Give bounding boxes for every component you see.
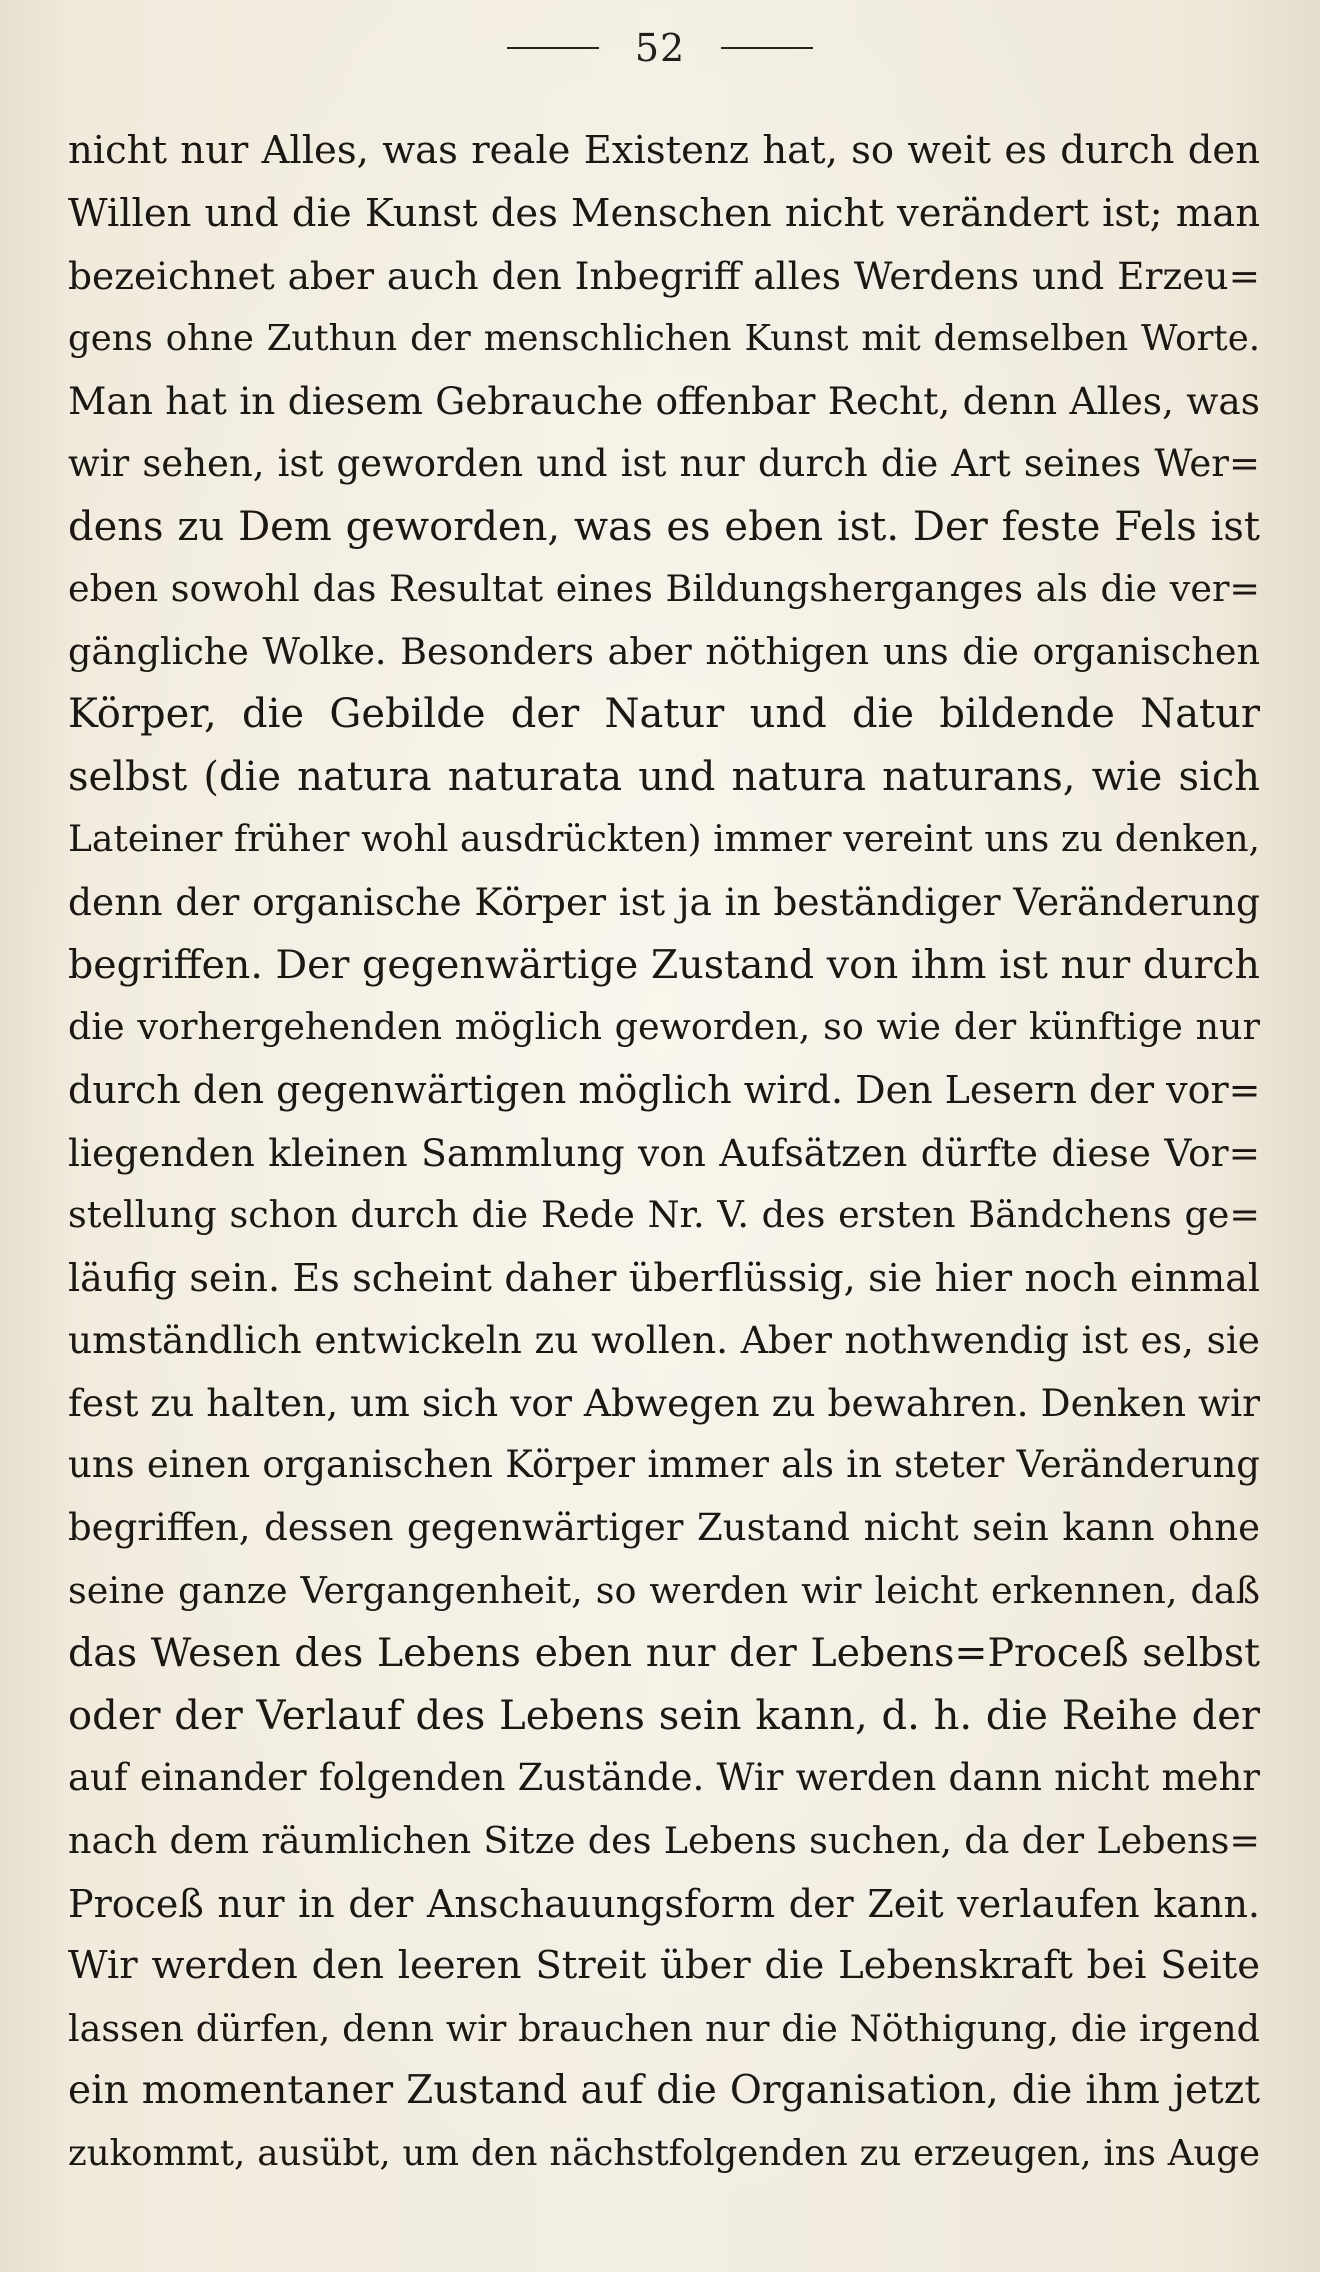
text-line: ein momentaner Zustand auf die Organisation, die ihm jetzt	[68, 2068, 1260, 2114]
header-rule-right	[721, 47, 813, 49]
text-line: denn der organische Körper ist ja in beständiger Veränderung	[68, 880, 1260, 925]
text-line: nicht nur Alles, was reale Existenz hat, so weit es durch den	[68, 128, 1260, 173]
text-line: eben sowohl das Resultat eines Bildungsherganges als die ver=	[68, 567, 1260, 611]
text-line: Wir werden den leeren Streit über die Lebenskraft bei Seite	[68, 1943, 1260, 1989]
text-line: stellung schon durch die Rede Nr. V. des ersten Bändchens ge=	[68, 1193, 1260, 1237]
text-line: uns einen organischen Körper immer als in steter Veränderung	[68, 1443, 1260, 1487]
text-line: auf einander folgenden Zustände. Wir werden dann nicht mehr	[68, 1756, 1260, 1800]
text-line: dens zu Dem geworden, was es eben ist. Der feste Fels ist	[68, 503, 1260, 550]
text-line: Willen und die Kunst des Menschen nicht verändert ist; man	[68, 190, 1260, 236]
text-line: seine ganze Vergangenheit, so werden wir leicht erkennen, daß	[68, 1568, 1260, 1612]
text-line: bezeichnet aber auch den Inbegriff alles Werdens und Erzeu=	[68, 254, 1260, 299]
text-line: umständlich entwickeln zu wollen. Aber nothwendig ist es, sie	[68, 1318, 1260, 1363]
text-line: gängliche Wolke. Besonders aber nöthigen uns die organischen	[68, 629, 1260, 673]
text-line: zukommt, ausübt, um den nächstfolgenden zu erzeugen, ins Auge	[68, 2133, 1260, 2174]
page-number: 52	[634, 26, 686, 70]
text-line: fest zu halten, um sich vor Abwegen zu bewahren. Denken wir	[68, 1380, 1260, 1425]
text-line: liegenden kleinen Sammlung von Aufsätzen dürfte diese Vor=	[68, 1130, 1260, 1175]
text-line: durch den gegenwärtigen möglich wird. Den Lesern der vor=	[68, 1067, 1260, 1112]
text-line: begriffen. Der gegenwärtige Zustand von ihm ist nur durch	[68, 941, 1260, 988]
text-line: Man hat in diesem Gebrauche offenbar Recht, denn Alles, was	[68, 379, 1260, 424]
text-line: gens ohne Zuthun der menschlichen Kunst mit demselben Worte.	[68, 317, 1260, 359]
text-line: selbst (die natura naturata und natura naturans, wie sich	[68, 753, 1260, 800]
text-line: das Wesen des Lebens eben nur der Lebens=Proceß selbst	[68, 1630, 1260, 1677]
text-line: läufig sein. Es scheint daher überflüssig, sie hier noch einmal	[68, 1255, 1260, 1300]
text-line: oder der Verlauf des Lebens sein kann, d. h. die Reihe der	[68, 1692, 1260, 1739]
text-line: Körper, die Gebilde der Natur und die bildende Natur	[68, 691, 1260, 738]
text-line: wir sehen, ist geworden und ist nur durch die Art seines Wer=	[68, 441, 1260, 485]
text-line: begriffen, dessen gegenwärtiger Zustand nicht sein kann ohne	[68, 1506, 1260, 1550]
text-line: nach dem räumlichen Sitze des Lebens suchen, da der Lebens=	[68, 1819, 1260, 1863]
text-line: Lateiner früher wohl ausdrückten) immer vereint uns zu denken,	[68, 818, 1260, 860]
text-line: Proceß nur in der Anschauungsform der Zeit verlaufen kann.	[68, 1881, 1260, 1926]
text-line: lassen dürfen, denn wir brauchen nur die Nöthigung, die irgend	[68, 2006, 1260, 2050]
page-header	[0, 18, 1320, 78]
body-text	[68, 120, 1260, 2186]
text-line: die vorhergehenden möglich geworden, so wie der künftige nur	[68, 1005, 1260, 1049]
header-rule-left	[507, 47, 599, 49]
